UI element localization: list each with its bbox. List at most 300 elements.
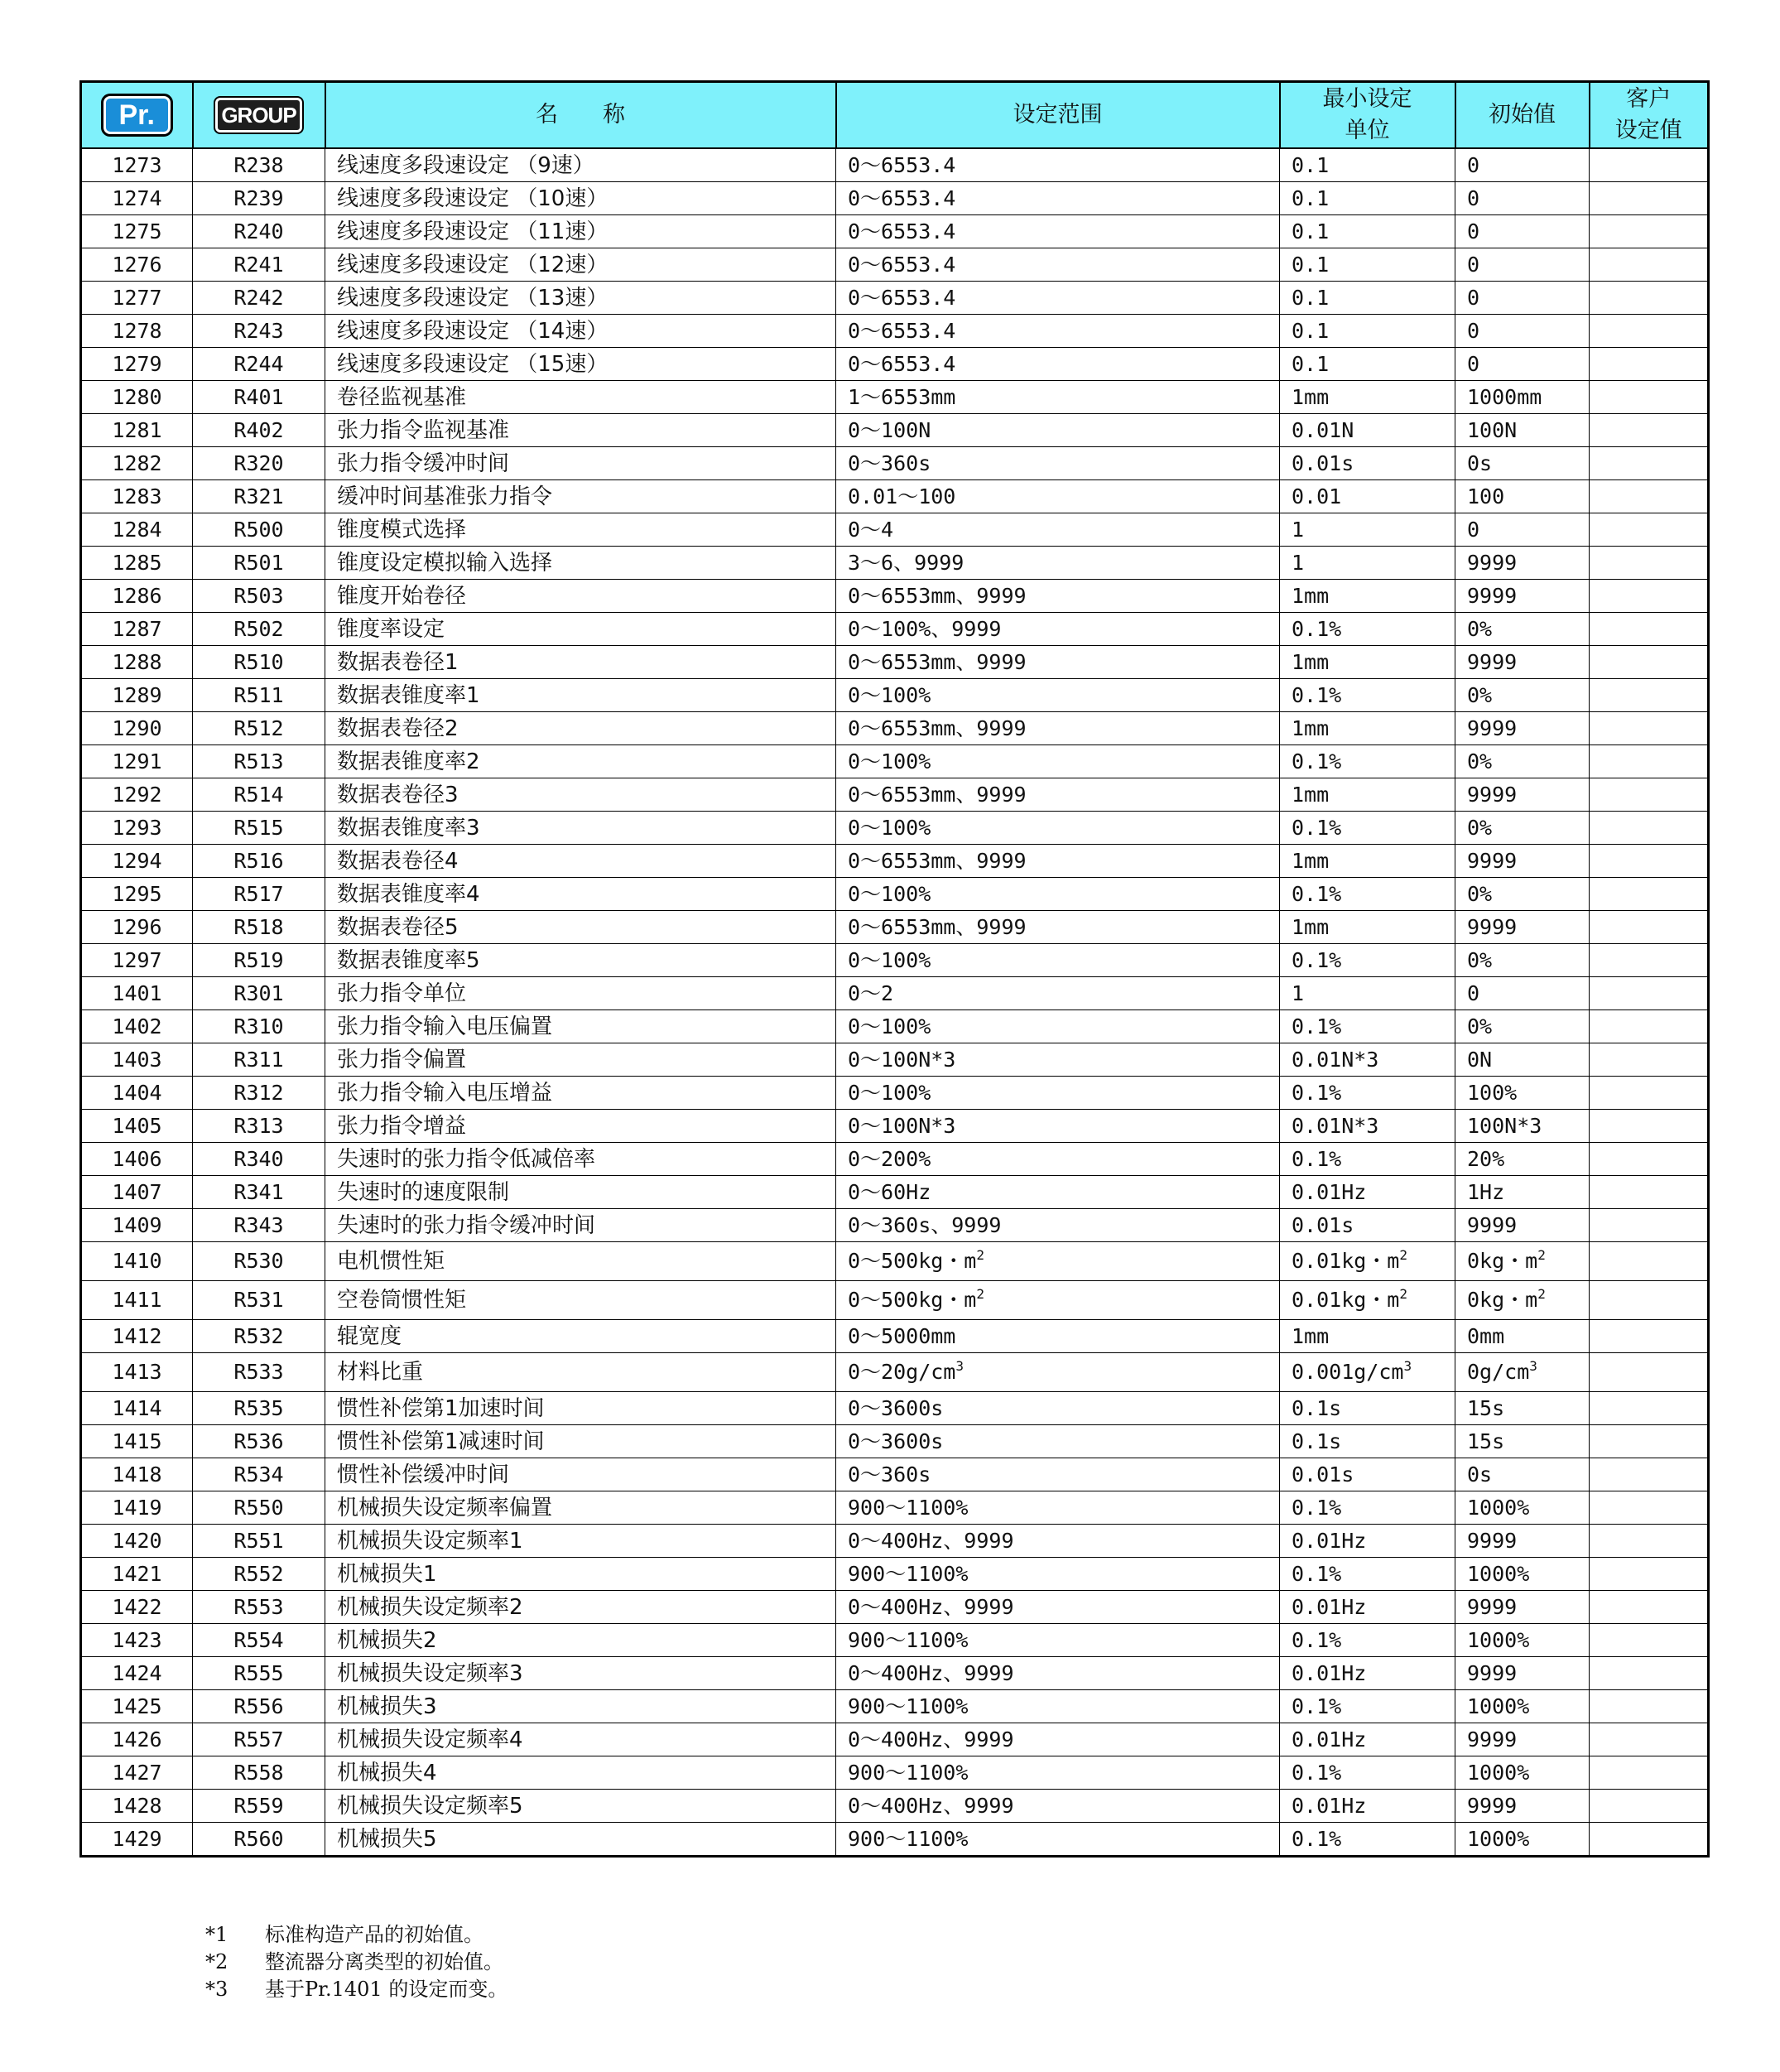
cell-group-text: R312 [233, 1080, 284, 1105]
cell-range [836, 547, 1280, 580]
cell-pr [81, 348, 193, 381]
cell-name [325, 845, 836, 878]
cell-range-superscript: 3 [955, 1358, 964, 1374]
cell-group [193, 381, 325, 414]
footnote-text: 标准构造产品的初始值。 [265, 1923, 483, 1946]
cell-group-text: R517 [233, 881, 284, 906]
cell-min-unit-text: 0.1% [1292, 881, 1342, 906]
cell-min-unit-text: 0.1% [1292, 1760, 1342, 1785]
cell-range-text: 900～1100% [848, 1760, 969, 1785]
cell-min-unit-text: 0.1 [1292, 318, 1330, 343]
cell-range [836, 944, 1280, 977]
cell-name [325, 282, 836, 315]
cell-range-superscript: 2 [976, 1247, 984, 1263]
cell-range-text: 0～400Hz、9999 [848, 1660, 1014, 1685]
cell-customer [1590, 613, 1709, 646]
cell-group-text: R554 [233, 1627, 284, 1652]
cell-group [193, 1558, 325, 1591]
cell-pr [81, 1143, 193, 1176]
cell-pr-text: 1406 [112, 1146, 162, 1171]
cell-name [325, 348, 836, 381]
cell-pr [81, 911, 193, 944]
cell-range [836, 215, 1280, 248]
cell-customer [1590, 911, 1709, 944]
cell-customer [1590, 1525, 1709, 1558]
cell-pr-text: 1287 [112, 616, 162, 641]
cell-range [836, 148, 1280, 182]
cell-initial [1455, 215, 1590, 248]
cell-customer [1590, 513, 1709, 547]
footnote [205, 1921, 508, 1949]
cell-range-text: 0～100% [848, 1080, 931, 1105]
cell-pr [81, 1110, 193, 1143]
cell-name-text: 数据表锥度率5 [337, 947, 480, 973]
cell-name [325, 1176, 836, 1209]
cell-name-text: 失速时的张力指令低减倍率 [337, 1146, 596, 1172]
cell-range-text: 0～6553.4 [848, 318, 956, 343]
table-row [81, 646, 1709, 679]
cell-group-text: R310 [233, 1014, 284, 1038]
cell-initial [1455, 1209, 1590, 1242]
cell-min-unit-text: 1mm [1292, 583, 1330, 608]
cell-range [836, 646, 1280, 679]
cell-initial-text: 0 [1467, 517, 1480, 542]
cell-range [836, 1723, 1280, 1756]
cell-name-text: 惯性补偿缓冲时间 [337, 1462, 510, 1487]
cell-initial [1455, 944, 1590, 977]
cell-group [193, 1353, 325, 1392]
cell-initial [1455, 778, 1590, 812]
cell-customer [1590, 812, 1709, 845]
cell-group-text: R320 [233, 451, 284, 475]
cell-min-unit [1280, 547, 1455, 580]
cell-pr-text: 1290 [112, 716, 162, 740]
cell-range [836, 1392, 1280, 1425]
cell-name [325, 944, 836, 977]
cell-customer [1590, 1209, 1709, 1242]
cell-range [836, 315, 1280, 348]
cell-group-text: R313 [233, 1113, 284, 1138]
cell-group-text: R560 [233, 1826, 284, 1851]
cell-pr-text: 1404 [112, 1080, 162, 1105]
cell-pr [81, 1491, 193, 1525]
cell-range-text: 0～100% [848, 815, 931, 840]
cell-initial [1455, 679, 1590, 712]
header-pr [81, 82, 193, 149]
cell-customer [1590, 1657, 1709, 1690]
cell-group [193, 480, 325, 513]
cell-pr-text: 1402 [112, 1014, 162, 1038]
cell-group [193, 911, 325, 944]
table-row [81, 1281, 1709, 1320]
cell-group [193, 414, 325, 447]
cell-group-text: R501 [233, 550, 284, 575]
cell-customer [1590, 447, 1709, 480]
cell-customer [1590, 580, 1709, 613]
cell-name-text: 材料比重 [337, 1360, 424, 1385]
cell-min-unit [1280, 1110, 1455, 1143]
cell-initial-text: 9999 [1467, 1594, 1518, 1619]
cell-range-text: 0～6553.4 [848, 219, 956, 243]
cell-range [836, 1281, 1280, 1320]
cell-min-unit [1280, 1690, 1455, 1723]
cell-initial [1455, 1010, 1590, 1043]
header-name: 名 称 [325, 82, 836, 149]
cell-name-text: 线速度多段速设定 （14速） [337, 318, 609, 344]
header-range: 设定范围 [836, 82, 1280, 149]
cell-range-text: 0～2 [848, 981, 894, 1005]
cell-pr [81, 1392, 193, 1425]
cell-min-unit-text: 0.1% [1292, 1694, 1342, 1718]
cell-initial-text: 0% [1467, 749, 1493, 773]
cell-initial-text: 9999 [1467, 1212, 1518, 1237]
cell-min-unit [1280, 1823, 1455, 1857]
cell-group [193, 248, 325, 282]
cell-pr-text: 1283 [112, 484, 162, 508]
cell-group-text: R244 [233, 351, 284, 376]
cell-name-text: 机械损失设定频率1 [337, 1528, 523, 1554]
cell-range [836, 513, 1280, 547]
cell-customer [1590, 1425, 1709, 1458]
table-row [81, 1209, 1709, 1242]
cell-min-unit-text: 1mm [1292, 384, 1330, 409]
cell-min-unit [1280, 1392, 1455, 1425]
cell-pr [81, 1209, 193, 1242]
table-row [81, 1043, 1709, 1077]
cell-min-unit [1280, 1143, 1455, 1176]
cell-pr-text: 1410 [112, 1249, 162, 1273]
cell-range [836, 812, 1280, 845]
cell-initial [1455, 1823, 1590, 1857]
cell-pr-text: 1414 [112, 1395, 162, 1420]
header-initial: 初始值 [1455, 82, 1590, 149]
cell-pr [81, 513, 193, 547]
cell-min-unit [1280, 977, 1455, 1010]
cell-group [193, 1823, 325, 1857]
cell-pr [81, 1242, 193, 1281]
cell-min-unit [1280, 248, 1455, 282]
cell-initial [1455, 1281, 1590, 1320]
cell-min-unit-text: 0.01Hz [1292, 1793, 1367, 1818]
cell-initial-text: 0g/cm [1467, 1360, 1530, 1384]
cell-range-text: 0～100% [848, 749, 931, 773]
cell-pr-text: 1273 [112, 152, 162, 177]
cell-pr [81, 414, 193, 447]
cell-pr-text: 1289 [112, 682, 162, 707]
cell-initial [1455, 1425, 1590, 1458]
cell-group-text: R502 [233, 616, 284, 641]
cell-pr-text: 1420 [112, 1528, 162, 1553]
cell-pr [81, 282, 193, 315]
cell-initial [1455, 1657, 1590, 1690]
cell-min-unit [1280, 745, 1455, 778]
cell-group-text: R515 [233, 815, 284, 840]
cell-pr [81, 712, 193, 745]
cell-min-unit [1280, 513, 1455, 547]
group-badge-icon: GROUP [215, 98, 301, 133]
cell-range [836, 679, 1280, 712]
cell-min-unit-text: 0.1% [1292, 682, 1342, 707]
cell-min-unit [1280, 1281, 1455, 1320]
cell-pr [81, 845, 193, 878]
footnote-mark: *1 [205, 1923, 229, 1946]
cell-min-unit [1280, 182, 1455, 215]
cell-group [193, 745, 325, 778]
cell-group-text: R340 [233, 1146, 284, 1171]
table-row [81, 1756, 1709, 1790]
cell-min-unit-text: 0.1% [1292, 1080, 1342, 1105]
cell-pr-text: 1282 [112, 451, 162, 475]
cell-initial [1455, 613, 1590, 646]
cell-range [836, 1558, 1280, 1591]
cell-initial-text: 0N [1467, 1047, 1493, 1072]
cell-name [325, 613, 836, 646]
cell-pr [81, 679, 193, 712]
cell-name [325, 745, 836, 778]
cell-min-unit-text: 1mm [1292, 716, 1330, 740]
cell-pr-text: 1425 [112, 1694, 162, 1718]
cell-customer [1590, 1110, 1709, 1143]
table-row [81, 414, 1709, 447]
cell-min-unit-text: 0.01kg・m [1292, 1288, 1400, 1312]
cell-customer [1590, 1043, 1709, 1077]
cell-initial [1455, 414, 1590, 447]
cell-name [325, 148, 836, 182]
cell-name [325, 911, 836, 944]
cell-range [836, 1624, 1280, 1657]
cell-group-text: R301 [233, 981, 284, 1005]
cell-name-text: 电机惯性矩 [337, 1249, 445, 1274]
cell-min-unit [1280, 1657, 1455, 1690]
cell-initial-text: 0% [1467, 682, 1493, 707]
cell-customer [1590, 148, 1709, 182]
cell-pr-text: 1277 [112, 285, 162, 310]
cell-range [836, 447, 1280, 480]
cell-group [193, 215, 325, 248]
cell-name [325, 812, 836, 845]
cell-name-text: 数据表卷径4 [337, 848, 459, 874]
cell-pr-text: 1278 [112, 318, 162, 343]
cell-name [325, 646, 836, 679]
cell-initial-text: 9999 [1467, 1660, 1518, 1685]
cell-customer [1590, 1823, 1709, 1857]
table-row [81, 215, 1709, 248]
cell-initial-text: 0% [1467, 815, 1493, 840]
cell-initial-text: 0% [1467, 881, 1493, 906]
cell-customer [1590, 944, 1709, 977]
cell-customer [1590, 712, 1709, 745]
cell-name [325, 679, 836, 712]
cell-pr [81, 944, 193, 977]
table-row [81, 745, 1709, 778]
cell-initial [1455, 1320, 1590, 1353]
cell-range-text: 0～3600s [848, 1395, 944, 1420]
cell-min-unit [1280, 1591, 1455, 1624]
cell-customer [1590, 348, 1709, 381]
cell-min-unit [1280, 1242, 1455, 1281]
cell-range [836, 1176, 1280, 1209]
cell-initial-text: 1000% [1467, 1760, 1530, 1785]
cell-initial-text: 0 [1467, 981, 1480, 1005]
cell-initial-text: 0% [1467, 947, 1493, 972]
cell-initial-text: 0 [1467, 318, 1480, 343]
cell-name [325, 1010, 836, 1043]
cell-name-text: 数据表卷径3 [337, 782, 459, 807]
header-customer [1590, 82, 1709, 149]
cell-range-text: 0～100N*3 [848, 1047, 956, 1072]
cell-name-text: 机械损失2 [337, 1627, 437, 1653]
cell-name [325, 182, 836, 215]
cell-min-unit-text: 1mm [1292, 649, 1330, 674]
cell-name-text: 张力指令偏置 [337, 1047, 467, 1072]
cell-customer [1590, 646, 1709, 679]
cell-range [836, 1353, 1280, 1392]
cell-initial [1455, 1690, 1590, 1723]
cell-pr-text: 1286 [112, 583, 162, 608]
cell-customer [1590, 1242, 1709, 1281]
cell-pr-text: 1281 [112, 417, 162, 442]
cell-range-text: 900～1100% [848, 1495, 969, 1520]
cell-range-text: 0～6553.4 [848, 152, 956, 177]
cell-min-unit-text: 0.1% [1292, 1826, 1342, 1851]
cell-min-unit [1280, 911, 1455, 944]
cell-name-text: 机械损失4 [337, 1760, 437, 1785]
cell-range-text: 900～1100% [848, 1627, 969, 1652]
cell-name [325, 1657, 836, 1690]
cell-pr [81, 977, 193, 1010]
cell-min-unit [1280, 1491, 1455, 1525]
cell-min-unit-text: 0.01N*3 [1292, 1113, 1379, 1138]
cell-group [193, 1790, 325, 1823]
cell-customer [1590, 1176, 1709, 1209]
cell-pr [81, 1281, 193, 1320]
cell-pr-text: 1276 [112, 252, 162, 277]
cell-min-unit-text: 0.01Hz [1292, 1179, 1367, 1204]
cell-customer [1590, 1392, 1709, 1425]
cell-name-text: 失速时的速度限制 [337, 1179, 510, 1205]
cell-pr [81, 1176, 193, 1209]
cell-group-text: R535 [233, 1395, 284, 1420]
cell-initial [1455, 1110, 1590, 1143]
cell-name-text: 张力指令增益 [337, 1113, 467, 1139]
cell-pr [81, 315, 193, 348]
cell-pr [81, 778, 193, 812]
cell-group [193, 613, 325, 646]
cell-min-unit [1280, 480, 1455, 513]
table-row [81, 1425, 1709, 1458]
cell-min-unit [1280, 1425, 1455, 1458]
cell-name [325, 1143, 836, 1176]
cell-initial-text: 0 [1467, 252, 1480, 277]
cell-pr-text: 1294 [112, 848, 162, 873]
cell-range-text: 0～6553mm、9999 [848, 649, 1027, 674]
cell-min-unit-text: 0.01s [1292, 1212, 1354, 1237]
cell-initial-text: 9999 [1467, 1528, 1518, 1553]
cell-initial-text: 9999 [1467, 848, 1518, 873]
cell-pr-text: 1423 [112, 1627, 162, 1652]
cell-initial-text: 9999 [1467, 782, 1518, 807]
header-min-unit [1280, 82, 1455, 149]
cell-min-unit-text: 1 [1292, 981, 1305, 1005]
cell-initial-text: 0kg・m [1467, 1249, 1538, 1273]
cell-range-text: 0～400Hz、9999 [848, 1727, 1014, 1752]
cell-range-text: 1～6553mm [848, 384, 956, 409]
cell-min-unit [1280, 348, 1455, 381]
cell-range-text: 0～100%、9999 [848, 616, 1002, 641]
cell-pr [81, 1690, 193, 1723]
cell-customer [1590, 1558, 1709, 1591]
cell-range [836, 182, 1280, 215]
cell-name-text: 数据表锥度率3 [337, 815, 480, 841]
cell-group [193, 1657, 325, 1690]
cell-min-unit [1280, 381, 1455, 414]
cell-initial-text: 1000% [1467, 1826, 1530, 1851]
cell-range-text: 0～500kg・m [848, 1249, 977, 1273]
cell-initial [1455, 1756, 1590, 1790]
table-row [81, 480, 1709, 513]
cell-group [193, 1756, 325, 1790]
cell-pr [81, 646, 193, 679]
cell-customer [1590, 381, 1709, 414]
cell-initial-text: 0kg・m [1467, 1288, 1538, 1312]
cell-pr [81, 547, 193, 580]
cell-min-unit [1280, 613, 1455, 646]
cell-range-text: 0～4 [848, 517, 894, 542]
cell-group-text: R558 [233, 1760, 284, 1785]
cell-pr [81, 1823, 193, 1857]
footnote-mark: *2 [205, 1950, 229, 1973]
cell-pr-text: 1407 [112, 1179, 162, 1204]
cell-initial-superscript: 2 [1537, 1286, 1546, 1302]
cell-min-unit-text: 0.01N [1292, 417, 1354, 442]
cell-name-text: 失速时的张力指令缓冲时间 [337, 1212, 596, 1238]
cell-name-text: 机械损失设定频率偏置 [337, 1495, 553, 1520]
cell-name-text: 张力指令缓冲时间 [337, 451, 510, 476]
cell-customer [1590, 1756, 1709, 1790]
cell-min-unit-text: 0.01Hz [1292, 1594, 1367, 1619]
cell-range-text: 900～1100% [848, 1694, 969, 1718]
cell-name-text: 数据表卷径1 [337, 649, 459, 675]
cell-initial-text: 0s [1467, 1462, 1493, 1487]
cell-name [325, 1790, 836, 1823]
cell-range [836, 1690, 1280, 1723]
cell-group [193, 1690, 325, 1723]
table-row [81, 315, 1709, 348]
cell-min-unit [1280, 1624, 1455, 1657]
cell-range [836, 1823, 1280, 1857]
cell-initial-text: 0 [1467, 219, 1480, 243]
cell-range [836, 1143, 1280, 1176]
cell-group-text: R553 [233, 1594, 284, 1619]
cell-group [193, 679, 325, 712]
cell-range-text: 0～6553mm、9999 [848, 848, 1027, 873]
cell-min-unit-text: 0.1s [1292, 1429, 1342, 1453]
cell-pr [81, 1790, 193, 1823]
table-row [81, 613, 1709, 646]
cell-initial [1455, 812, 1590, 845]
cell-pr-text: 1424 [112, 1660, 162, 1685]
cell-initial-text: 100% [1467, 1080, 1518, 1105]
cell-pr-text: 1284 [112, 517, 162, 542]
cell-pr [81, 1558, 193, 1591]
cell-initial-text: 9999 [1467, 649, 1518, 674]
cell-group-text: R402 [233, 417, 284, 442]
header-customer-line1: 客户 [1626, 86, 1672, 112]
cell-range [836, 381, 1280, 414]
cell-group-text: R511 [233, 682, 284, 707]
cell-range-text: 0～5000mm [848, 1323, 956, 1348]
cell-group [193, 315, 325, 348]
